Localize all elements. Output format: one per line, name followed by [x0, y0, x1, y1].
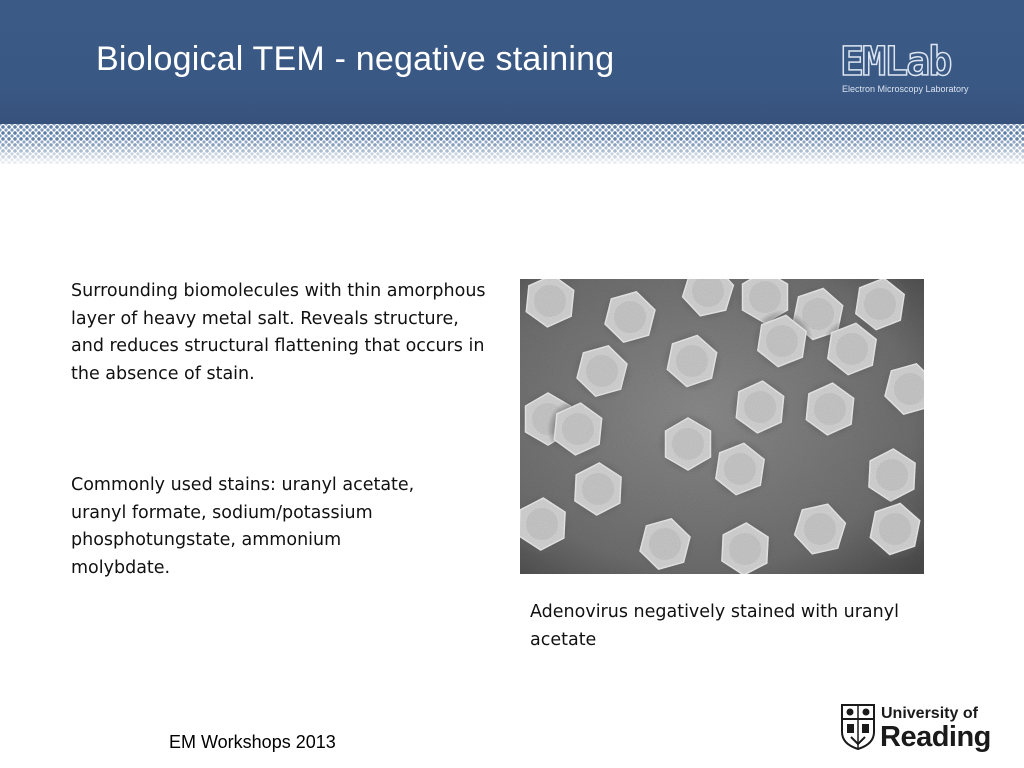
emlab-logo-subtitle: Electron Microscopy Laboratory	[842, 84, 969, 94]
university-logo-line2: Reading	[880, 721, 991, 753]
university-of-reading-logo	[841, 704, 991, 754]
header-dot-pattern	[0, 124, 1024, 164]
emlab-logo-word: EMLab	[840, 39, 951, 85]
description-paragraph: Surrounding biomolecules with thin amorphous layer of heavy metal salt. Reveals structure, and reduces structural flattening that occurs in the absence of stain.	[71, 281, 486, 384]
university-crest-icon	[841, 704, 875, 750]
footer-text: EM Workshops 2013	[169, 732, 336, 752]
image-caption: Adenovirus negatively stained with uranyl acetate	[530, 602, 899, 650]
adenovirus-micrograph	[520, 279, 924, 574]
slide-title: Biological TEM - negative staining	[96, 40, 615, 78]
emlab-logo	[840, 39, 985, 98]
university-logo-line1: University of	[881, 705, 978, 722]
stains-paragraph: Commonly used stains: uranyl acetate, uranyl formate, sodium/potassium phosphotungstate, ammonium molybdate.	[71, 475, 415, 578]
